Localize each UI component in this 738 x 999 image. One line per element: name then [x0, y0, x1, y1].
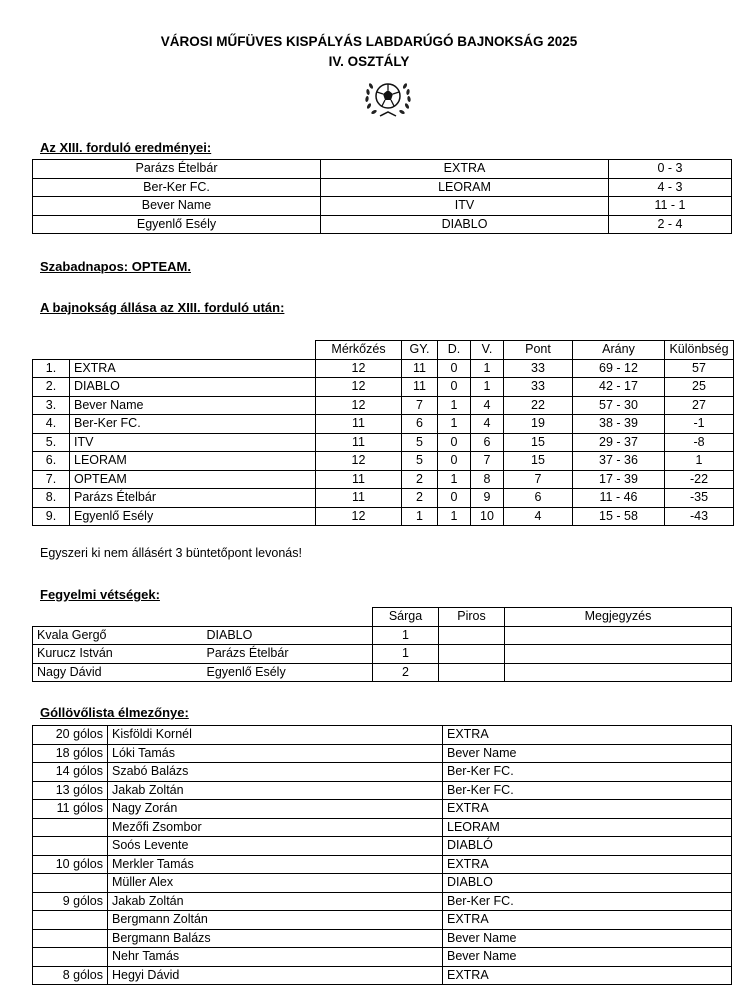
result-row	[33, 197, 732, 216]
empty-header-cell	[33, 608, 373, 627]
standings-note: Egyszeri ki nem állásért 3 büntetőpont levonás!	[40, 546, 302, 560]
goals-cell	[33, 837, 108, 856]
team-cell: EXTRA	[443, 726, 732, 745]
standings-row	[33, 507, 734, 526]
player-cell: Kurucz István	[33, 645, 203, 664]
discipline-row	[33, 663, 732, 682]
goals-cell	[33, 929, 108, 948]
red-cell	[439, 663, 505, 682]
goals-cell: 14 gólos	[33, 763, 108, 782]
position-cell: 2.	[33, 378, 70, 397]
red-cell	[439, 626, 505, 645]
team-cell: LEORAM	[443, 818, 732, 837]
draws-cell: 1	[438, 507, 471, 526]
red-cell	[439, 645, 505, 664]
difference-cell: 27	[665, 396, 734, 415]
draws-cell: 0	[438, 452, 471, 471]
page-subtitle: IV. OSZTÁLY	[328, 54, 410, 69]
wins-cell: 11	[402, 359, 438, 378]
team-cell: Bever Name	[443, 744, 732, 763]
goals-cell: 13 gólos	[33, 781, 108, 800]
goals-cell	[33, 818, 108, 837]
difference-cell: 57	[665, 359, 734, 378]
player-cell: Soós Levente	[108, 837, 443, 856]
played-cell: 11	[316, 470, 402, 489]
team-cell: DIABLO	[443, 874, 732, 893]
yellow-cell: 2	[373, 663, 439, 682]
team-cell: LEORAM	[70, 452, 316, 471]
standings-row	[33, 489, 734, 508]
scorer-row	[33, 911, 732, 930]
scorers-table	[32, 725, 732, 985]
played-cell: 12	[316, 378, 402, 397]
player-cell: Nehr Tamás	[108, 948, 443, 967]
score-cell: 0 - 3	[609, 160, 732, 179]
scorer-row	[33, 966, 732, 985]
standings-body	[33, 341, 734, 526]
column-header: D.	[438, 341, 471, 360]
ratio-cell: 11 - 46	[573, 489, 665, 508]
scorer-row	[33, 929, 732, 948]
position-cell: 6.	[33, 452, 70, 471]
points-cell: 4	[504, 507, 573, 526]
discipline-row	[33, 626, 732, 645]
standings-heading: A bajnokság állása az XIII. forduló után:	[40, 300, 285, 315]
yellow-cell: 1	[373, 645, 439, 664]
results-body	[33, 160, 732, 234]
played-cell: 11	[316, 489, 402, 508]
team-cell: EXTRA	[443, 800, 732, 819]
draws-cell: 1	[438, 470, 471, 489]
discipline-table	[32, 607, 732, 682]
standings-row	[33, 396, 734, 415]
goals-cell: 11 gólos	[33, 800, 108, 819]
ratio-cell: 42 - 17	[573, 378, 665, 397]
away-team-cell: DIABLO	[321, 215, 609, 234]
column-header: Piros	[439, 608, 505, 627]
wins-cell: 5	[402, 433, 438, 452]
yellow-cell: 1	[373, 626, 439, 645]
team-cell: Egyenlő Esély	[203, 663, 373, 682]
scorer-row	[33, 874, 732, 893]
discipline-row	[33, 645, 732, 664]
standings-row	[33, 359, 734, 378]
column-header: Arány	[573, 341, 665, 360]
scorer-row	[33, 763, 732, 782]
losses-cell: 7	[471, 452, 504, 471]
player-cell: Hegyi Dávid	[108, 966, 443, 985]
points-cell: 19	[504, 415, 573, 434]
position-cell: 9.	[33, 507, 70, 526]
player-cell: Merkler Tamás	[108, 855, 443, 874]
team-cell: Ber-Ker FC.	[443, 763, 732, 782]
losses-cell: 10	[471, 507, 504, 526]
team-cell: Parázs Ételbár	[70, 489, 316, 508]
ratio-cell: 57 - 30	[573, 396, 665, 415]
team-cell: Ber-Ker FC.	[443, 781, 732, 800]
difference-cell: -43	[665, 507, 734, 526]
wins-cell: 1	[402, 507, 438, 526]
results-heading: Az XIII. forduló eredményei:	[40, 140, 212, 155]
position-cell: 1.	[33, 359, 70, 378]
team-cell: EXTRA	[443, 911, 732, 930]
team-cell: EXTRA	[443, 966, 732, 985]
scorer-row	[33, 800, 732, 819]
team-cell: ITV	[70, 433, 316, 452]
wins-cell: 2	[402, 489, 438, 508]
team-cell: DIABLO	[203, 626, 373, 645]
position-cell: 4.	[33, 415, 70, 434]
team-cell: Egyenlő Esély	[70, 507, 316, 526]
position-cell: 8.	[33, 489, 70, 508]
draws-cell: 0	[438, 433, 471, 452]
points-cell: 7	[504, 470, 573, 489]
ratio-cell: 69 - 12	[573, 359, 665, 378]
results-table	[32, 159, 732, 234]
ratio-cell: 15 - 58	[573, 507, 665, 526]
points-cell: 15	[504, 433, 573, 452]
losses-cell: 9	[471, 489, 504, 508]
points-cell: 22	[504, 396, 573, 415]
goals-cell	[33, 948, 108, 967]
scorer-row	[33, 892, 732, 911]
bye-text: Szabadnapos: OPTEAM.	[40, 259, 191, 274]
player-cell: Müller Alex	[108, 874, 443, 893]
played-cell: 12	[316, 507, 402, 526]
ratio-cell: 37 - 36	[573, 452, 665, 471]
wins-cell: 7	[402, 396, 438, 415]
player-cell: Nagy Dávid	[33, 663, 203, 682]
scorer-row	[33, 726, 732, 745]
scorers-heading: Góllövőlista élmezőnye:	[40, 705, 189, 720]
note-cell	[505, 626, 732, 645]
note-cell	[505, 645, 732, 664]
team-cell: EXTRA	[70, 359, 316, 378]
player-cell: Jakab Zoltán	[108, 781, 443, 800]
home-team-cell: Ber-Ker FC.	[33, 178, 321, 197]
score-cell: 11 - 1	[609, 197, 732, 216]
away-team-cell: EXTRA	[321, 160, 609, 179]
scorer-row	[33, 744, 732, 763]
column-header: Sárga	[373, 608, 439, 627]
player-cell: Bergmann Zoltán	[108, 911, 443, 930]
column-header: Megjegyzés	[505, 608, 732, 627]
wins-cell: 11	[402, 378, 438, 397]
points-cell: 6	[504, 489, 573, 508]
scorer-row	[33, 818, 732, 837]
played-cell: 12	[316, 396, 402, 415]
difference-cell: -22	[665, 470, 734, 489]
scorer-row	[33, 781, 732, 800]
home-team-cell: Parázs Ételbár	[33, 160, 321, 179]
team-cell: Ber-Ker FC.	[443, 892, 732, 911]
scorer-row	[33, 837, 732, 856]
ratio-cell: 29 - 37	[573, 433, 665, 452]
wins-cell: 2	[402, 470, 438, 489]
goals-cell: 8 gólos	[33, 966, 108, 985]
team-cell: Bever Name	[70, 396, 316, 415]
team-cell: Bever Name	[443, 948, 732, 967]
column-header: Mérkőzés	[316, 341, 402, 360]
losses-cell: 1	[471, 359, 504, 378]
losses-cell: 1	[471, 378, 504, 397]
points-cell: 15	[504, 452, 573, 471]
difference-cell: 25	[665, 378, 734, 397]
draws-cell: 0	[438, 489, 471, 508]
column-header: Különbség	[665, 341, 734, 360]
goals-cell: 20 gólos	[33, 726, 108, 745]
standings-row	[33, 415, 734, 434]
difference-cell: 1	[665, 452, 734, 471]
standings-row	[33, 433, 734, 452]
draws-cell: 0	[438, 359, 471, 378]
position-cell: 5.	[33, 433, 70, 452]
team-cell: OPTEAM	[70, 470, 316, 489]
score-cell: 4 - 3	[609, 178, 732, 197]
standings-row	[33, 452, 734, 471]
position-cell: 3.	[33, 396, 70, 415]
played-cell: 11	[316, 415, 402, 434]
played-cell: 12	[316, 359, 402, 378]
away-team-cell: ITV	[321, 197, 609, 216]
ratio-cell: 17 - 39	[573, 470, 665, 489]
goals-cell: 10 gólos	[33, 855, 108, 874]
discipline-header-row	[33, 608, 732, 627]
losses-cell: 8	[471, 470, 504, 489]
played-cell: 11	[316, 433, 402, 452]
losses-cell: 4	[471, 396, 504, 415]
losses-cell: 4	[471, 415, 504, 434]
player-cell: Jakab Zoltán	[108, 892, 443, 911]
team-cell: DIABLO	[70, 378, 316, 397]
empty-header-cell	[33, 341, 316, 360]
goals-cell: 9 gólos	[33, 892, 108, 911]
team-cell: Ber-Ker FC.	[70, 415, 316, 434]
home-team-cell: Bever Name	[33, 197, 321, 216]
goals-cell	[33, 874, 108, 893]
player-cell: Szabó Balázs	[108, 763, 443, 782]
team-cell: Parázs Ételbár	[203, 645, 373, 664]
discipline-body	[33, 608, 732, 682]
note-cell	[505, 663, 732, 682]
losses-cell: 6	[471, 433, 504, 452]
standings-row	[33, 470, 734, 489]
player-cell: Mezőfi Zsombor	[108, 818, 443, 837]
scorers-body	[33, 726, 732, 985]
team-cell: Bever Name	[443, 929, 732, 948]
column-header: V.	[471, 341, 504, 360]
points-cell: 33	[504, 359, 573, 378]
column-header: GY.	[402, 341, 438, 360]
player-cell: Bergmann Balázs	[108, 929, 443, 948]
goals-cell: 18 gólos	[33, 744, 108, 763]
goals-cell	[33, 911, 108, 930]
standings-table	[32, 340, 734, 526]
score-cell: 2 - 4	[609, 215, 732, 234]
wins-cell: 6	[402, 415, 438, 434]
draws-cell: 1	[438, 396, 471, 415]
difference-cell: -8	[665, 433, 734, 452]
draws-cell: 0	[438, 378, 471, 397]
position-cell: 7.	[33, 470, 70, 489]
played-cell: 12	[316, 452, 402, 471]
difference-cell: -1	[665, 415, 734, 434]
result-row	[33, 215, 732, 234]
wins-cell: 5	[402, 452, 438, 471]
result-row	[33, 160, 732, 179]
draws-cell: 1	[438, 415, 471, 434]
soccer-ball-laurel-icon	[360, 76, 416, 120]
team-cell: EXTRA	[443, 855, 732, 874]
points-cell: 33	[504, 378, 573, 397]
home-team-cell: Egyenlő Esély	[33, 215, 321, 234]
scorer-row	[33, 948, 732, 967]
ratio-cell: 38 - 39	[573, 415, 665, 434]
team-cell: DIABLÓ	[443, 837, 732, 856]
scorer-row	[33, 855, 732, 874]
standings-row	[33, 378, 734, 397]
player-cell: Lóki Tamás	[108, 744, 443, 763]
discipline-heading: Fegyelmi vétségek:	[40, 587, 160, 602]
page-title: VÁROSI MŰFÜVES KISPÁLYÁS LABDARÚGÓ BAJNOKSÁG 2025	[160, 34, 578, 49]
result-row	[33, 178, 732, 197]
player-cell: Nagy Zorán	[108, 800, 443, 819]
difference-cell: -35	[665, 489, 734, 508]
standings-header-row	[33, 341, 734, 360]
player-cell: Kisföldi Kornél	[108, 726, 443, 745]
column-header: Pont	[504, 341, 573, 360]
away-team-cell: LEORAM	[321, 178, 609, 197]
player-cell: Kvala Gergő	[33, 626, 203, 645]
